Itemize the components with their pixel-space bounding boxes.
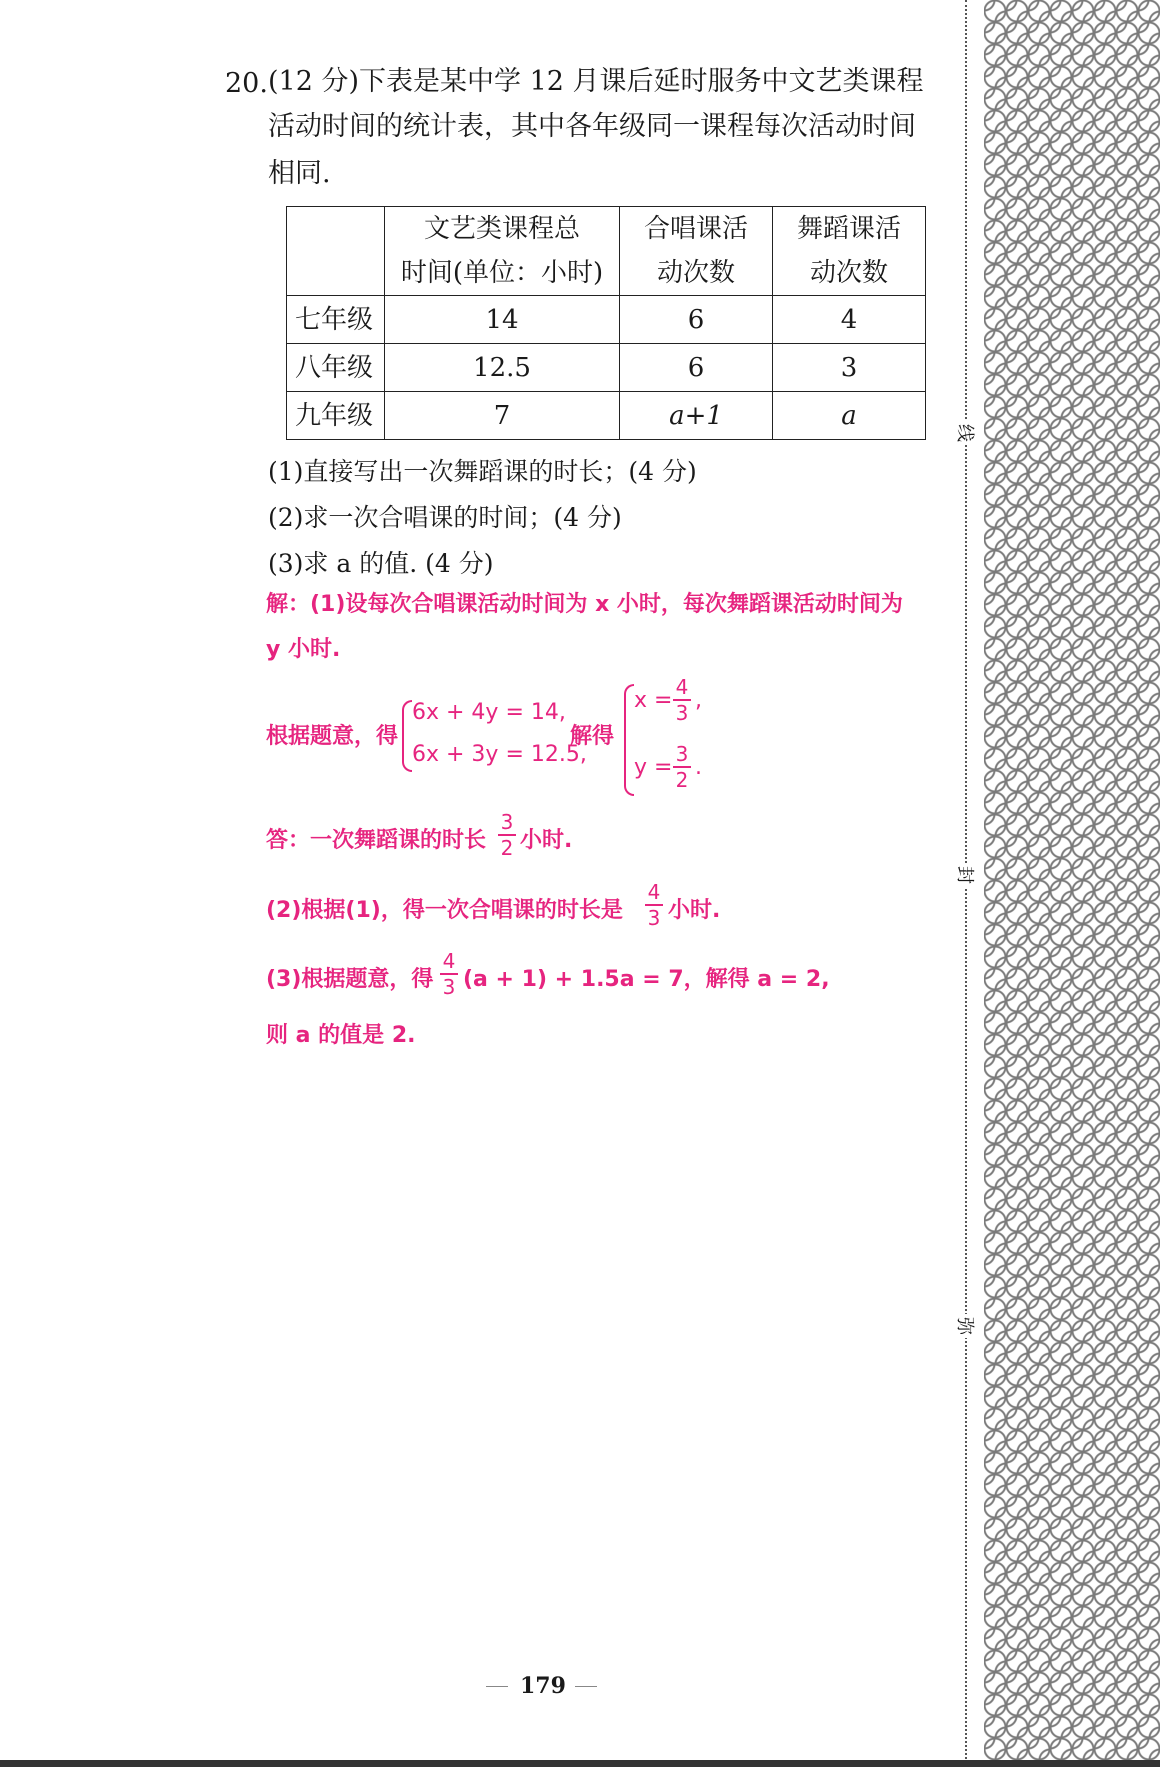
answer1-numerator: 3 <box>500 810 514 834</box>
part2-fraction <box>645 882 663 928</box>
answer-1: 答：一次舞蹈课的时长 <box>266 828 487 853</box>
bottom-bar <box>0 1760 1160 1767</box>
binding-pattern <box>984 0 1160 1767</box>
subquestion-3: (3)求 a 的值. (4 分) <box>268 549 494 578</box>
solution-line-2: y 小时. <box>266 637 341 662</box>
answer1-fraction <box>498 812 516 858</box>
x-fraction <box>673 677 691 723</box>
side-label-feng: 封 <box>953 863 979 887</box>
table-cell: 6 <box>620 344 773 392</box>
subquestion-2: (2)求一次合唱课的时间；(4 分) <box>268 503 622 532</box>
table-cell: 12.5 <box>385 344 620 392</box>
table-cell: 九年级 <box>287 392 385 440</box>
solution-line-1: 解：(1)设每次合唱课活动时间为 x 小时，每次舞蹈课活动时间为 <box>266 592 903 617</box>
part3-numerator: 4 <box>442 949 456 973</box>
table-header-cell <box>385 207 620 296</box>
table-cell: a+1 <box>620 392 773 440</box>
answer1-denominator: 2 <box>500 836 514 860</box>
part-2: (2)根据(1)，得一次合唱课的时长是 <box>266 898 623 923</box>
question-line-3: 相同. <box>268 158 331 189</box>
table-cell: 7 <box>385 392 620 440</box>
question-number: 20. <box>225 68 268 99</box>
part-3: (3)根据题意，得 <box>266 967 434 992</box>
x-lhs: x = <box>634 688 673 713</box>
part3-fraction <box>440 951 458 997</box>
part3-tail: (a + 1) + 1.5a = 7，解得 a = 2, <box>463 967 830 992</box>
table-header-cell <box>287 207 385 296</box>
table-header-row <box>287 207 926 296</box>
y-tail: . <box>695 755 702 780</box>
table-header-cell <box>773 207 926 296</box>
left-brace-equations <box>402 700 412 772</box>
part3-conclusion: 则 a 的值是 2. <box>266 1023 416 1048</box>
left-brace-solution <box>624 684 634 796</box>
header-text: 动次数 <box>809 258 888 288</box>
x-denominator: 3 <box>675 701 689 725</box>
question-line-1: (12 分)下表是某中学 12 月课后延时服务中文艺类课程 <box>268 66 924 97</box>
page-number-dash-left <box>486 1686 508 1687</box>
part2-tail: 小时. <box>668 898 721 923</box>
y-fraction <box>673 744 691 790</box>
table-cell: 6 <box>620 296 773 344</box>
x-tail: , <box>695 688 702 713</box>
x-numerator: 4 <box>675 675 689 699</box>
header-text: 时间(单位：小时) <box>400 258 604 288</box>
table-cell: 七年级 <box>287 296 385 344</box>
table-cell: a <box>773 392 926 440</box>
side-label-mi: 弥 <box>953 1314 979 1338</box>
answer1-tail: 小时. <box>520 828 573 853</box>
header-text: 合唱课活 <box>643 214 748 244</box>
solution-solved: 解得 <box>570 724 615 749</box>
table-row <box>287 344 926 392</box>
table-row <box>287 296 926 344</box>
subquestion-1: (1)直接写出一次舞蹈课的时长；(4 分) <box>268 457 697 486</box>
part2-numerator: 4 <box>647 880 661 904</box>
equation-2: 6x + 3y = 12.5, <box>412 742 587 767</box>
part2-denominator: 3 <box>647 906 661 930</box>
solution-according: 根据题意，得 <box>266 724 399 749</box>
table-cell: 八年级 <box>287 344 385 392</box>
table-cell: 3 <box>773 344 926 392</box>
table-cell: 14 <box>385 296 620 344</box>
y-denominator: 2 <box>675 768 689 792</box>
y-lhs: y = <box>634 755 673 780</box>
question-line-2: 活动时间的统计表，其中各年级同一课程每次活动时间 <box>268 111 916 142</box>
equation-1: 6x + 4y = 14, <box>412 700 566 725</box>
header-text: 文艺类课程总 <box>423 214 580 244</box>
header-text: 舞蹈课活 <box>796 214 901 244</box>
table-cell: 4 <box>773 296 926 344</box>
part3-denominator: 3 <box>442 975 456 999</box>
table-header-cell <box>620 207 773 296</box>
page-number-dash-right <box>575 1686 597 1687</box>
table-row <box>287 392 926 440</box>
statistics-table <box>286 206 926 440</box>
header-text: 动次数 <box>656 258 735 288</box>
y-numerator: 3 <box>675 742 689 766</box>
side-label-xian: 线 <box>953 421 979 445</box>
page-number: 179 <box>520 1673 566 1699</box>
